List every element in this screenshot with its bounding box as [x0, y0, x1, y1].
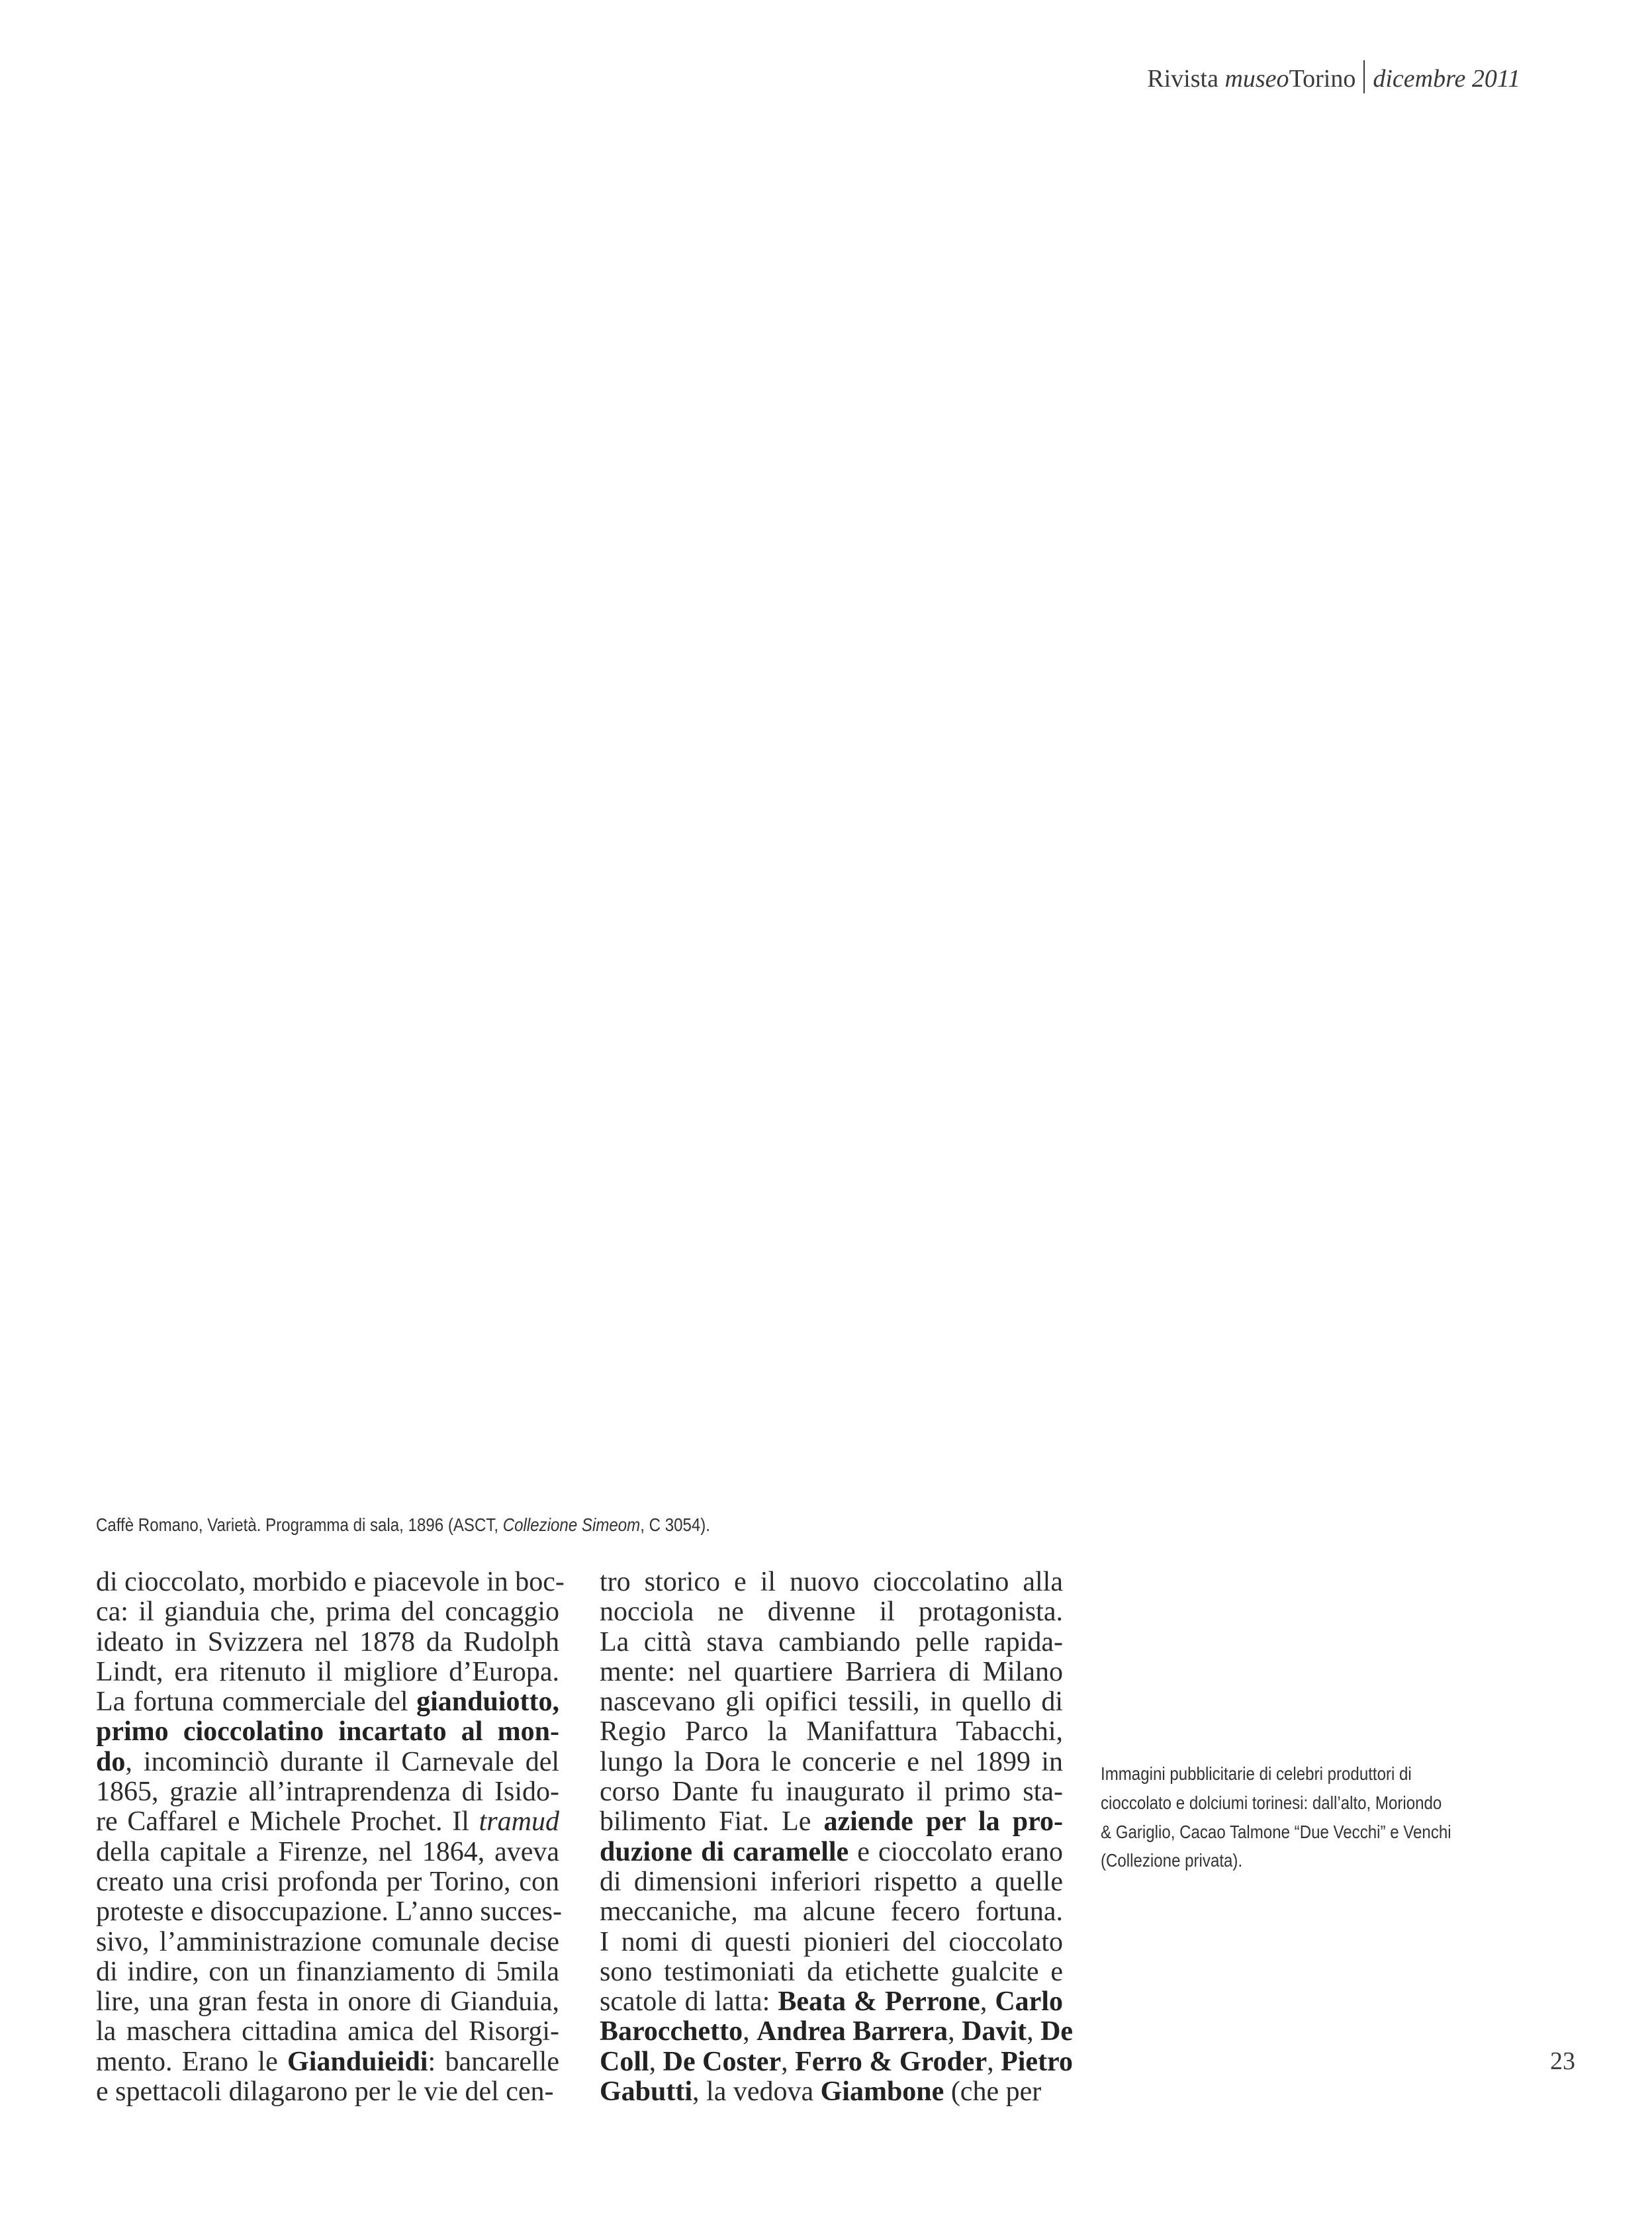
text-run: Lindt, era ritenuto il migliore d’Europa.: [96, 1656, 559, 1687]
text-run: mente: nel quartiere Barriera di Milano: [600, 1656, 1063, 1687]
side-caption-line: & Gariglio, Cacao Talmone “Due Vecchi” e Venchi: [1101, 1821, 1451, 1842]
text-run: di indire, con un finanziamento di 5mila: [96, 1956, 559, 1987]
text-run: ca: il gianduia che, prima del concaggio: [96, 1597, 559, 1628]
text-line: [600, 2077, 1063, 2107]
text-line: [600, 2016, 1074, 2047]
text-run: corso Dante fu inaugurato il primo sta-: [600, 1777, 1063, 1808]
text-line: [600, 1807, 1063, 1837]
bold-text: Carlo: [995, 1986, 1063, 2018]
text-line: [600, 1777, 1063, 1807]
text-run: creato una crisi profonda per Torino, con: [96, 1866, 559, 1897]
text-line: [96, 2017, 559, 2047]
text-line: [96, 2077, 559, 2107]
image-caption: Caffè Romano, Varietà. Programma di sala, 1896 (ASCT, Collezione Simeom, C 3054).: [96, 1514, 710, 1535]
text-line: [600, 1837, 1063, 1867]
side-caption-line: Immagini pubblicitarie di celebri produttori di: [1101, 1763, 1412, 1784]
bold-text: Andrea Barrera: [757, 2016, 948, 2047]
text-run: ,: [649, 2046, 663, 2077]
bold-text: gianduiotto,: [416, 1687, 559, 1718]
side-caption-line: (Collezione privata).: [1101, 1850, 1243, 1871]
text-line: [96, 1687, 559, 1717]
text-line: [600, 1628, 1063, 1657]
bold-text: De Coster: [663, 2046, 782, 2077]
text-run: , la vedova: [692, 2076, 821, 2108]
bold-text: do: [96, 1746, 126, 1777]
text-run: I nomi di questi pionieri del cioccolato: [600, 1926, 1063, 1957]
issue-date: dicembre 2011: [1373, 65, 1520, 93]
text-line: [600, 1567, 1063, 1597]
text-line: [96, 1567, 565, 1597]
article-column-2: [600, 1567, 1074, 2143]
text-run: , incominciò durante il Carnevale del: [125, 1746, 559, 1777]
text-line: [600, 1717, 1063, 1747]
page-number: 23: [1550, 2047, 1575, 2075]
text-run: Regio Parco la Manifattura Tabacchi,: [600, 1716, 1063, 1747]
text-run: ,: [980, 1986, 995, 2018]
text-run: di dimensioni inferiori rispetto a quelle: [600, 1866, 1063, 1897]
text-line: [96, 1837, 559, 1867]
text-run: ,: [987, 2046, 1001, 2077]
text-run: di cioccolato, morbido e piacevole in boc-: [96, 1567, 565, 1597]
text-run: sivo, l’amministrazione comunale decise: [96, 1926, 559, 1957]
text-run: ,: [781, 2046, 796, 2077]
text-run: meccaniche, ma alcune fecero fortuna.: [600, 1896, 1063, 1928]
text-line: [600, 1867, 1063, 1897]
text-line: [96, 1896, 563, 1928]
italic-text: tramud: [479, 1806, 559, 1837]
text-run: scatole di latta:: [600, 1986, 778, 2018]
bold-text: primo cioccolatino incartato al mon-: [96, 1716, 559, 1747]
text-run: della capitale a Firenze, nel 1864, aveva: [96, 1836, 559, 1867]
text-run: : bancarelle: [428, 2046, 559, 2077]
text-run: tro storico e il nuovo cioccolatino alla: [600, 1567, 1063, 1597]
text-run: ,: [743, 2016, 757, 2047]
text-line: [600, 2046, 1073, 2077]
text-line: [600, 1957, 1063, 1987]
bold-text: Coll: [600, 2046, 649, 2077]
bold-text: Davit: [962, 2016, 1027, 2047]
text-run: la maschera cittadina amica del Risorgi-: [96, 2016, 559, 2047]
text-run: nascevano gli opifici tessili, in quello di: [600, 1687, 1063, 1718]
magazine-name: Rivista museoTorino: [1147, 65, 1356, 93]
text-line: [96, 1928, 559, 1957]
text-run: bilimento Fiat. Le: [600, 1806, 824, 1837]
bold-text: Beata & Perrone: [778, 1986, 980, 2018]
text-line: [600, 1747, 1063, 1777]
text-line: [96, 1957, 559, 1987]
text-run: mento. Erano le: [96, 2046, 288, 2077]
text-line: [96, 1597, 559, 1627]
text-line: [96, 1777, 559, 1807]
bold-text: Gianduieidi: [287, 2046, 428, 2077]
text-run: lungo la Dora le concerie e nel 1899 in: [600, 1746, 1063, 1777]
text-run: ideato in Svizzera nel 1878 da Rudolph: [96, 1626, 559, 1657]
text-line: [600, 1987, 1063, 2017]
text-line: [600, 1597, 1063, 1627]
text-run: e cioccolato erano: [849, 1836, 1063, 1867]
text-line: [96, 1747, 559, 1777]
text-line: [600, 1657, 1063, 1687]
bold-text: Ferro & Groder: [795, 2046, 987, 2077]
text-line: [96, 1867, 559, 1897]
bold-text: Barocchetto: [600, 2016, 743, 2047]
text-line: [96, 1657, 559, 1687]
article-column-1: [96, 1567, 565, 2143]
bold-text: Giambone: [820, 2076, 944, 2108]
side-caption-line: cioccolato e dolciumi torinesi: dall’alto, Moriondo: [1101, 1792, 1442, 1813]
text-line: [96, 1628, 559, 1657]
text-run: sono testimoniati da etichette gualcite e: [600, 1956, 1063, 1987]
text-run: 1865, grazie all’intraprendenza di Isido-: [96, 1777, 559, 1808]
text-line: [600, 1897, 1063, 1927]
text-line: [600, 1928, 1063, 1957]
text-run: La città stava cambiando pelle rapida-: [600, 1626, 1063, 1657]
text-line: [96, 1717, 559, 1747]
bold-text: duzione di caramelle: [600, 1836, 849, 1867]
text-run: (che per: [944, 2076, 1042, 2108]
text-run: proteste e disoccupazione. L’anno succes-: [96, 1896, 563, 1928]
text-run: re Caffarel e Michele Prochet. Il: [96, 1806, 479, 1837]
bold-text: De: [1040, 2016, 1074, 2047]
text-run: La fortuna commerciale del: [96, 1687, 417, 1718]
bold-text: aziende per la pro-: [823, 1806, 1063, 1837]
text-line: [96, 2047, 559, 2077]
text-line: [96, 1987, 559, 2017]
header-divider: [1363, 60, 1365, 93]
running-header: [1032, 60, 1520, 95]
text-run: e spettacoli dilagarono per le vie del cen-: [96, 2076, 554, 2108]
bold-text: Gabutti: [600, 2076, 693, 2108]
text-line: [96, 1807, 559, 1837]
text-run: ,: [1027, 2016, 1041, 2047]
text-run: ,: [948, 2016, 962, 2047]
text-run: lire, una gran festa in onore di Gianduia,: [96, 1986, 559, 2018]
text-run: nocciola ne divenne il protagonista.: [600, 1597, 1063, 1628]
side-caption: [1101, 1759, 1544, 1875]
bold-text: Pietro: [1001, 2046, 1073, 2077]
text-line: [600, 1687, 1063, 1717]
